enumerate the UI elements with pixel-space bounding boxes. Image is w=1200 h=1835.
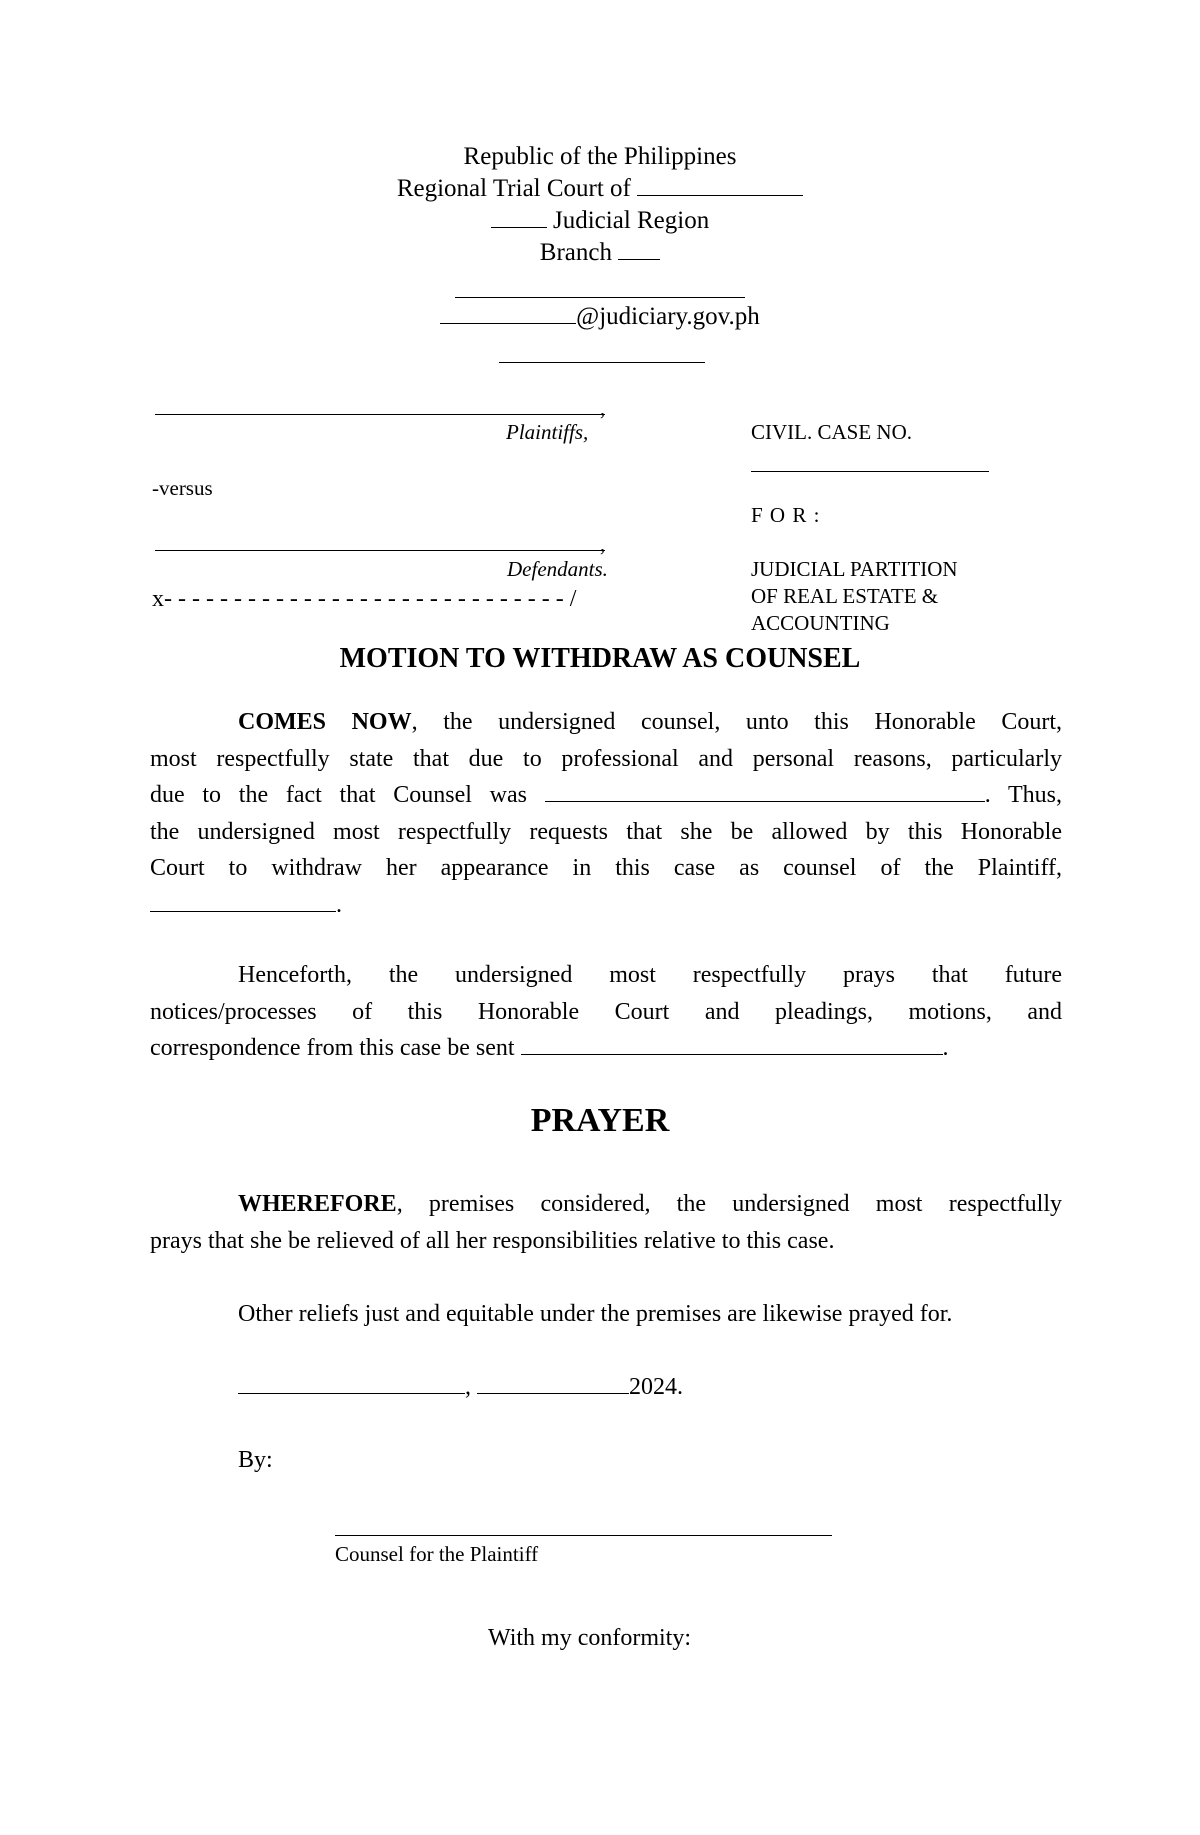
for-label: F O R : <box>751 503 821 527</box>
para2-line-2: notices/processes of this Honorable Court and pleadings, motions, and <box>150 998 1062 1025</box>
plaintiffs-comma: , <box>600 396 606 420</box>
by-label: By: <box>238 1447 273 1473</box>
branch-number-blank <box>618 237 660 260</box>
plaintiffs-label: Plaintiffs, <box>506 420 589 444</box>
para1-line-2: most respectfully state that due to professional and personal reasons, particularly <box>150 745 1062 772</box>
page-title: MOTION TO WITHDRAW AS COUNSEL <box>339 643 861 674</box>
subject-line-2: OF REAL ESTATE & <box>751 584 939 608</box>
caption-divider: x- - - - - - - - - - - - - - - - - - - - - - - - - - - - - / <box>152 586 577 612</box>
defendants-blank <box>155 550 605 551</box>
case-no-label: CIVIL. CASE NO. <box>751 420 912 444</box>
para1-line-6: . <box>150 887 1062 924</box>
email-user-blank <box>440 301 576 324</box>
header-branch <box>0 237 1200 269</box>
para1-line-1: COMES NOW, the undersigned counsel, unto this Honorable Court, <box>238 709 1062 735</box>
header-region-label: Judicial Region <box>553 207 710 234</box>
reason-blank <box>545 779 985 802</box>
plaintiff-name-blank <box>150 889 336 912</box>
prayer-line-2: prays that she be relieved of all her responsibilities relative to this case. <box>150 1227 835 1254</box>
defendants-label: Defendants. <box>507 557 608 581</box>
para2-line-3: correspondence from this case be sent . <box>150 1030 1062 1067</box>
court-location-blank <box>637 173 803 196</box>
para1-line-3: due to the fact that Counsel was . Thus, <box>150 777 1062 814</box>
header-email <box>0 301 1200 333</box>
subject-line-3: ACCOUNTING <box>751 611 890 635</box>
versus-label: -versus <box>152 476 213 500</box>
send-to-blank <box>521 1032 943 1055</box>
prayer-paragraph <box>150 1186 1062 1259</box>
plaintiffs-blank <box>155 414 605 415</box>
prayer-line-1: WHEREFORE, premises considered, the undersigned most respectfully <box>238 1191 1062 1217</box>
address-blank <box>455 297 745 298</box>
other-reliefs: Other reliefs just and equitable under the premises are likewise prayed for. <box>238 1301 953 1327</box>
case-no-blank <box>751 471 989 472</box>
contact-blank <box>499 362 705 363</box>
date-day-blank <box>477 1371 629 1394</box>
header-branch-label: Branch <box>539 239 612 266</box>
paragraph-2 <box>150 957 1062 1067</box>
date-line: , 2024. <box>238 1369 683 1406</box>
header-court <box>0 173 1200 205</box>
para1-line-4: the undersigned most respectfully requests that she be allowed by this Honorable <box>150 818 1062 845</box>
para1-line-5: Court to withdraw her appearance in this case as counsel of the Plaintiff, <box>150 855 1062 881</box>
header-region <box>0 205 1200 237</box>
header-court-label: Regional Trial Court of <box>396 175 631 202</box>
date-place-blank <box>238 1371 465 1394</box>
signature-blank <box>335 1535 832 1536</box>
counsel-label: Counsel for the Plaintiff <box>335 1542 539 1566</box>
email-domain: @judiciary.gov.ph <box>576 303 760 330</box>
para2-line-1: Henceforth, the undersigned most respectfully prays that future <box>238 962 1062 988</box>
paragraph-1 <box>150 704 1062 923</box>
header-republic: Republic of the Philippines <box>463 143 737 170</box>
subject-line-1: JUDICIAL PARTITION <box>751 557 958 581</box>
defendants-comma: , <box>600 532 606 556</box>
region-number-blank <box>491 205 547 228</box>
conformity-label: With my conformity: <box>488 1625 692 1651</box>
prayer-heading: PRAYER <box>530 1102 670 1139</box>
